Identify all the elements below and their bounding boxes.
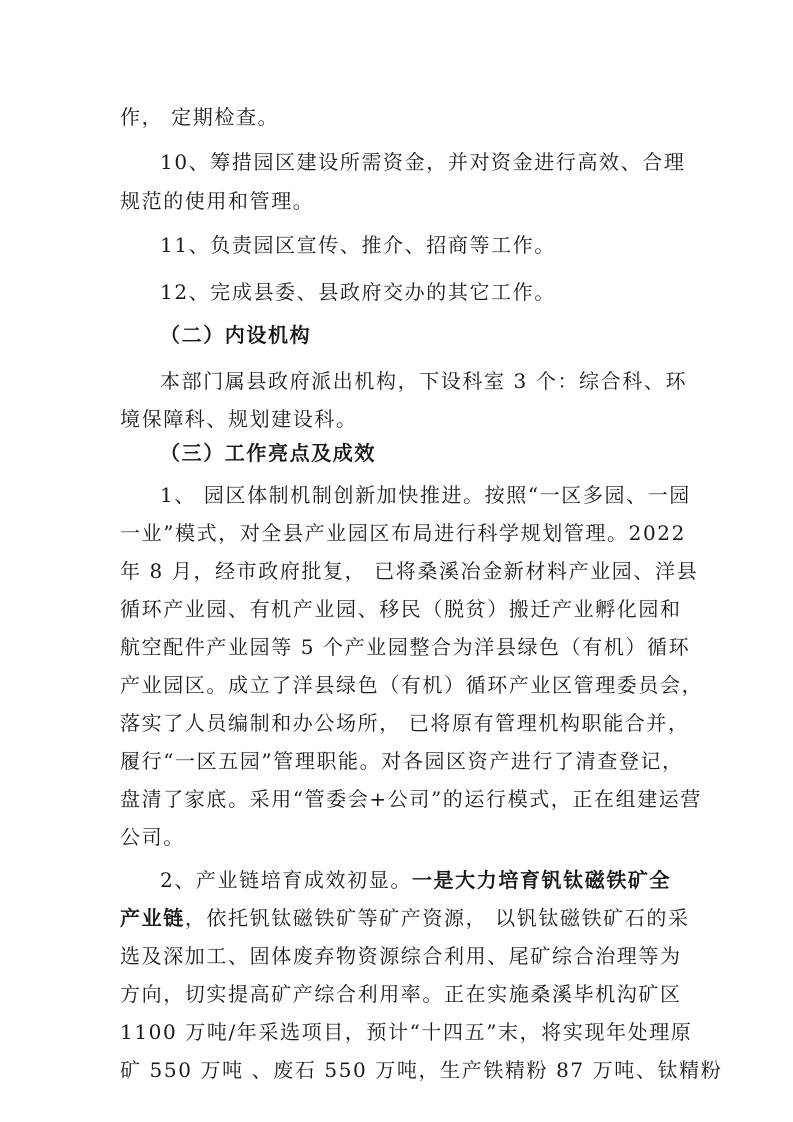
- text-line: 作， 定期检查。: [120, 105, 280, 129]
- text-line: 方向，切实提高矿产综合利用率。正在实施桑溪毕机沟矿区: [120, 982, 682, 1006]
- text-line: 规范的使用和管理。: [120, 189, 315, 213]
- text-line: 落实了人员编制和办公场所， 已将原有管理机构职能合并，: [120, 711, 690, 735]
- text-line: 12、完成县委、县政府交办的其它工作。: [160, 280, 556, 304]
- section-heading: （二）内设机构: [160, 323, 312, 347]
- text-line: 年 8 月，经市政府批复， 已将桑溪冶金新材料产业园、洋县: [120, 559, 699, 583]
- bold-emphasis: 产业链: [120, 906, 185, 930]
- text-line: 11、负责园区宣传、推介、招商等工作。: [160, 233, 556, 257]
- text-line: 1100 万吨/年采选项目，预计“十四五”末，将实现年处理原: [120, 1020, 693, 1044]
- text-line: 一业”模式，对全县产业园区布局进行科学规划管理。2022: [120, 521, 686, 545]
- text-line: 航空配件产业园等 5 个产业园整合为洋县绿色（有机）循环: [120, 635, 691, 659]
- text-line: 1、 园区体制机制创新加快推进。按照“一区多园、一园: [160, 483, 691, 507]
- body-text: ，依托钒钛磁铁矿等矿产资源， 以钒钛磁铁矿石的采: [184, 906, 690, 930]
- text-line: [160, 867, 672, 893]
- text-line: 履行“一区五园”管理职能。对各园区资产进行了清查登记，: [120, 749, 684, 773]
- text-line: 境保障科、规划建设科。: [120, 407, 358, 431]
- text-line: [120, 905, 690, 931]
- text-line: 本部门属县政府派出机构，下设科室 3 个：综合科、环: [160, 369, 688, 393]
- bold-emphasis: 一是大力培育钒钛磁铁矿全: [411, 868, 672, 892]
- lead-text: 2、产业链培育成效初显。: [160, 868, 412, 892]
- text-line: 10、筹措园区建设所需资金，并对资金进行高效、合理: [160, 150, 686, 174]
- text-line: 矿 550 万吨 、废石 550 万吨，生产铁精粉 87 万吨、钛精粉: [120, 1058, 723, 1082]
- section-heading: （三）工作亮点及成效: [160, 441, 376, 465]
- text-line: 公司。: [120, 825, 185, 849]
- text-line: 循环产业园、有机产业园、移民（脱贫）搬迁产业孵化园和: [120, 597, 682, 621]
- text-line: 产业园区。成立了洋县绿色（有机）循环产业区管理委员会，: [120, 673, 704, 697]
- text-line: 盘清了家底。采用“管委会+公司”的运行模式，正在组建运营: [120, 787, 703, 811]
- text-line: 选及深加工、固体废弃物资源综合利用、尾矿综合治理等为: [120, 944, 682, 968]
